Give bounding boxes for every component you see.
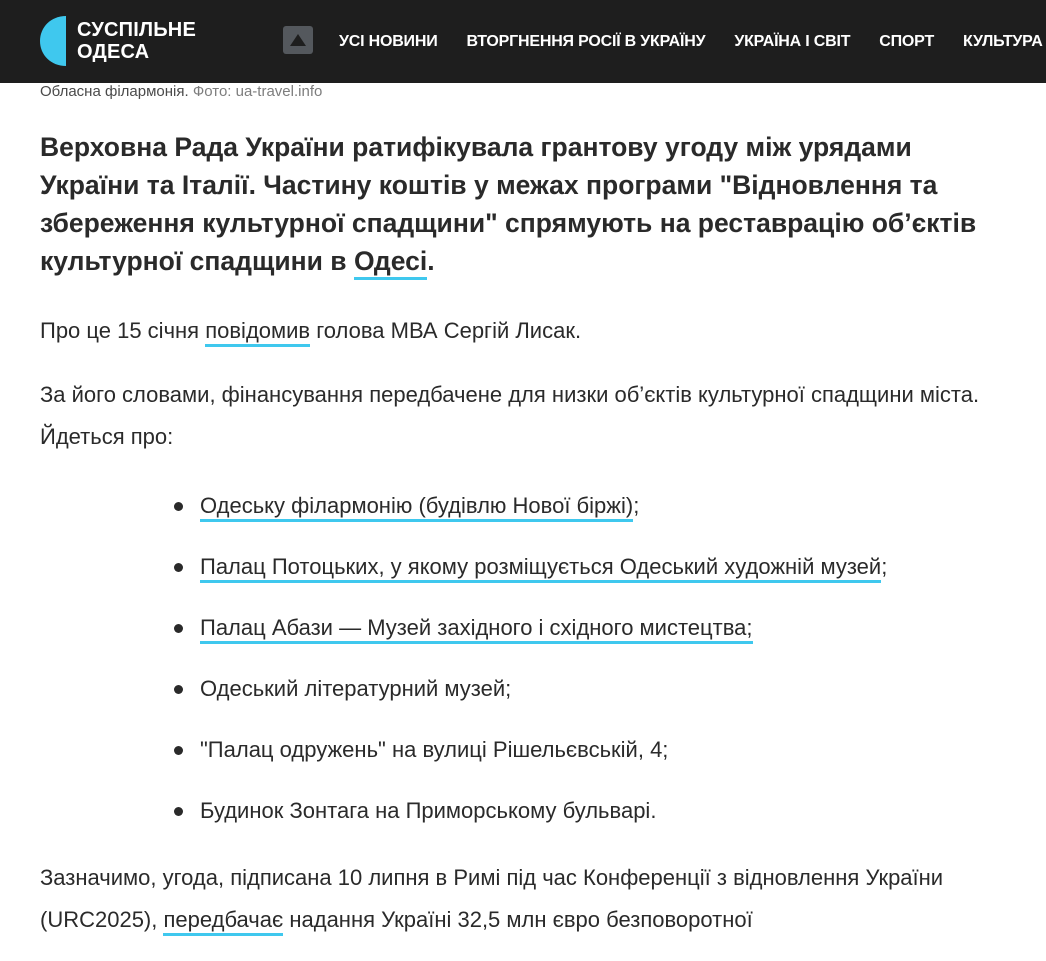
nav-item-all-news[interactable]: УСІ НОВИНИ xyxy=(339,32,438,50)
nav-item-sport[interactable]: СПОРТ xyxy=(879,32,935,50)
list-item xyxy=(200,491,1000,521)
list-item-text: Будинок Зонтага на Приморському бульварі. xyxy=(200,798,657,823)
nav-item-culture[interactable]: КУЛЬТУРА xyxy=(963,32,1043,50)
list-item-text: Одеський літературний музей; xyxy=(200,676,512,701)
site-header xyxy=(0,0,1046,83)
article-body xyxy=(40,128,1000,941)
bullet xyxy=(174,502,183,511)
suspilne-logo-icon xyxy=(40,16,68,66)
list-item xyxy=(200,735,1000,765)
logo-text xyxy=(77,19,196,63)
bullet xyxy=(174,685,183,694)
nav-item-ukraine-world[interactable]: УКРАЇНА І СВІТ xyxy=(734,32,851,50)
triangle-up-icon xyxy=(290,34,306,46)
link-potocki-palace[interactable]: Палац Потоцьких, у якому розміщується Одеський художній музей xyxy=(200,554,881,583)
paragraph-source xyxy=(40,310,1000,352)
heritage-objects-list xyxy=(40,491,1000,826)
list-item xyxy=(200,674,1000,704)
photo-credit: Фото: ua-travel.info xyxy=(192,83,323,100)
logo-line-2: ОДЕСА xyxy=(77,41,150,63)
bullet xyxy=(174,624,183,633)
main-nav xyxy=(339,0,1046,83)
lead-end: . xyxy=(427,246,435,276)
p3-text-before: Зазначимо, угода, підписана 10 липня в Римі під час Конференції з відновлення України (URC2025), xyxy=(40,865,944,932)
lead-text: Верховна Рада України ратифікувала грантову угоду між урядами України та Італії. Частину коштів у межах програми "Відновлення та збереження культурної спадщини" спрямують на реставрацію об’єктів культурної спадщини в xyxy=(40,132,977,276)
paragraph-agreement xyxy=(40,857,1000,941)
list-item xyxy=(200,796,1000,826)
list-item xyxy=(200,552,1000,582)
p1-text-after: голова МВА Сергій Лисак. xyxy=(310,318,582,343)
p1-text-before: Про це 15 січня xyxy=(40,318,206,343)
list-item-text: "Палац одружень" на вулиці Рішельєвській, 4; xyxy=(200,737,669,762)
photo-caption xyxy=(40,83,322,101)
lead-link-odesa[interactable]: Одесі xyxy=(354,246,427,280)
list-item-suffix: ; xyxy=(633,493,640,518)
article-lead xyxy=(40,128,1000,280)
bullet xyxy=(174,807,183,816)
link-reported[interactable]: повідомив xyxy=(205,318,310,347)
paragraph-funding: За його словами, фінансування передбачене для низки об’єктів культурної спадщини міста. Йдеться про: xyxy=(40,382,980,449)
link-philharmonic[interactable]: Одеську філармонію (будівлю Нової біржі) xyxy=(200,493,633,522)
p3-text-after: надання Україні 32,5 млн євро безповоротної xyxy=(283,907,753,932)
list-item xyxy=(200,613,1000,643)
link-abaza-palace[interactable]: Палац Абази — Музей західного і східного мистецтва; xyxy=(200,615,753,644)
logo-line-1: СУСПІЛЬНЕ xyxy=(77,19,196,41)
link-provides[interactable]: передбачає xyxy=(163,907,283,936)
bullet xyxy=(174,563,183,572)
nav-item-invasion[interactable]: ВТОРГНЕННЯ РОСІЇ В УКРАЇНУ xyxy=(466,32,706,50)
list-item-suffix: ; xyxy=(881,554,888,579)
caption-text: Обласна філармонія. xyxy=(40,83,189,100)
bullet xyxy=(174,746,183,755)
site-logo[interactable] xyxy=(40,15,240,67)
nav-toggle-button[interactable] xyxy=(283,26,313,54)
